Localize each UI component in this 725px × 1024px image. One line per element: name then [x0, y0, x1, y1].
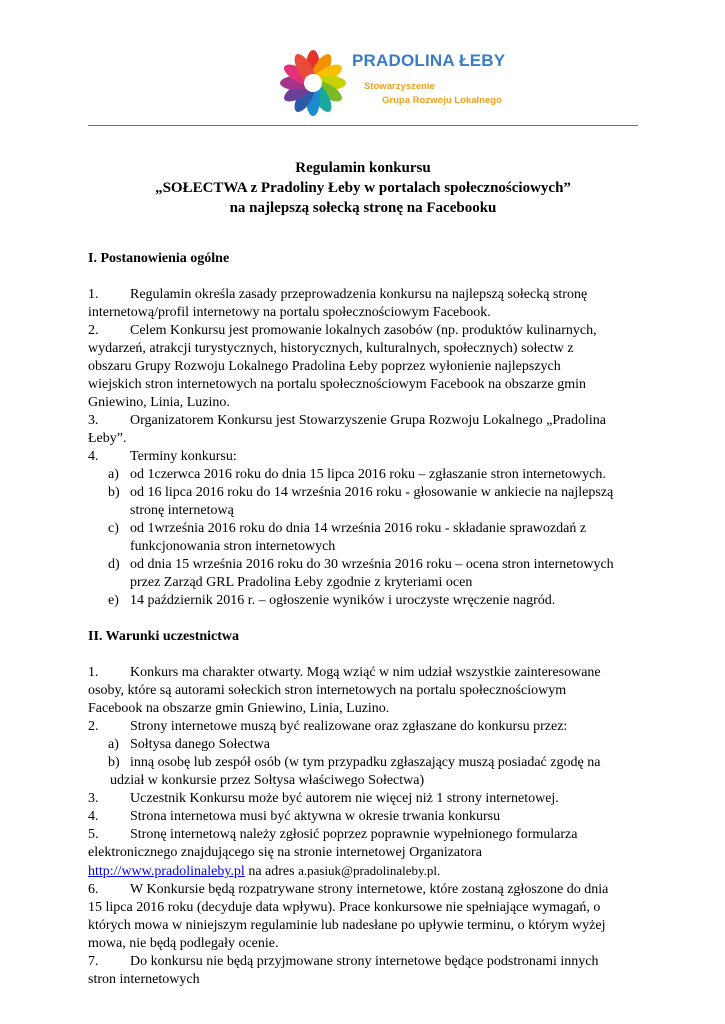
- flower-logo-icon: [276, 46, 350, 120]
- list-item: d) od dnia 15 września 2016 roku do 30 września 2016 roku – ocena stron internetowych przez Zarząd GRL Pradolina Łeby zgodnie z kryteriami ocen: [108, 557, 614, 590]
- document-title: [88, 158, 638, 218]
- paragraph-cont: 15 lipca 2016 roku (decyduje data wpływu). Prace konkursowe nie spełniające wymagań, o: [88, 900, 601, 915]
- paragraph: 2. Strony internetowe muszą być realizowane oraz zgłaszane do konkursu przez:: [88, 719, 568, 734]
- list-item: c) od 1września 2016 roku do dnia 14 września 2016 roku - składanie sprawozdań z funkcjonowania stron internetowych: [108, 521, 587, 554]
- title-line-3: na najlepszą sołecką stronę na Facebooku: [229, 200, 497, 216]
- paragraph-cont: http://www.pradolinaleby.pl na adres a.pasiuk@pradolinaleby.pl.: [88, 863, 441, 879]
- paragraph-cont: wydarzeń, atrakcji turystycznych, historycznych, kulturalnych, społecznych) sołectw z: [88, 341, 574, 356]
- paragraph: 4. Strona internetowa musi być aktywna w okresie trwania konkursu: [88, 809, 501, 824]
- paragraph-cont: Gniewino, Linia, Luzino.: [88, 395, 230, 410]
- title-line-1: Regulamin konkursu: [295, 160, 431, 176]
- paragraph-cont: których mowa w niniejszym regulaminie lub nadesłane po upływie terminu, o którym wyżej: [88, 918, 606, 933]
- paragraph-cont: internetową/profil internetowy na portalu społecznościowym Facebook.: [88, 305, 491, 320]
- paragraph-cont: Łeby”.: [88, 431, 127, 446]
- paragraph: 3. Uczestnik Konkursu może być autorem nie więcej niż 1 strony internetowej.: [88, 791, 559, 806]
- paragraph-cont: stron internetowych: [88, 972, 200, 987]
- paragraph: 3. Organizatorem Konkursu jest Stowarzyszenie Grupa Rozwoju Lokalnego „Pradolina: [88, 413, 606, 428]
- list-item: b) od 16 lipca 2016 roku do 14 września 2016 roku - głosowanie w ankiecie na najlepszą stronę internetową: [108, 485, 614, 518]
- paragraph: 7. Do konkursu nie będą przyjmowane strony internetowe będące podstronami innych: [88, 954, 599, 969]
- list-item: e) 14 październik 2016 r. – ogłoszenie wyników i uroczyste wręczenie nagród.: [108, 593, 556, 608]
- list-item-cont: udział w konkursie przez Sołtysa właściwego Sołectwa): [110, 773, 425, 788]
- list-item: a) Sołtysa danego Sołectwa: [108, 737, 270, 752]
- logo-line1: Stowarzyszenie: [364, 81, 435, 92]
- paragraph-cont: Facebook na obszarze gmin Gniewino, Linia, Luzino.: [88, 701, 390, 716]
- contact-email: a.pasiuk@pradolinaleby.pl.: [298, 863, 441, 878]
- paragraph: 1. Konkurs ma charakter otwarty. Mogą wziąć w nim udział wszystkie zainteresowane: [88, 665, 601, 680]
- section-heading: II. Warunki uczestnictwa: [88, 629, 240, 644]
- paragraph-cont: wiejskich stron internetowych na portalu społecznościowym Facebook na obszarze gmin: [88, 377, 587, 392]
- logo-brand: PRADOLINA ŁEBY: [352, 51, 506, 70]
- title-line-2: „SOŁECTWA z Pradoliny Łeby w portalach społecznościowych”: [155, 180, 571, 196]
- organizer-website-link[interactable]: http://www.pradolinaleby.pl: [88, 864, 245, 879]
- logo: [276, 46, 506, 120]
- list-item: b) inną osobę lub zespół osób (w tym przypadku zgłaszający muszą posiadać zgodę na: [108, 755, 601, 770]
- paragraph: 2. Celem Konkursu jest promowanie lokalnych zasobów (np. produktów kulinarnych,: [88, 323, 597, 338]
- logo-line2: Grupa Rozwoju Lokalnego: [382, 95, 502, 106]
- header-divider: [88, 125, 638, 126]
- paragraph-cont: elektronicznego znajdującego się na stronie internetowej Organizatora: [88, 845, 482, 860]
- paragraph: 5. Stronę internetową należy zgłosić poprzez poprawnie wypełnionego formularza: [88, 827, 578, 842]
- paragraph-cont: mowa, nie będą podlegały ocenie.: [88, 936, 279, 951]
- paragraph: 6. W Konkursie będą rozpatrywane strony internetowe, które zostaną zgłoszone do dnia: [88, 882, 609, 897]
- document-body: [88, 250, 640, 989]
- section-heading: I. Postanowienia ogólne: [88, 251, 230, 266]
- paragraph: 1. Regulamin określa zasady przeprowadzenia konkursu na najlepszą sołecką stronę: [88, 287, 588, 302]
- paragraph-cont: osoby, które są autorami sołeckich stron internetowych na portalu społecznościowym: [88, 683, 567, 698]
- paragraph-cont: obszaru Grupy Rozwoju Lokalnego Pradolina Łeby poprzez wyłonienie najlepszych: [88, 359, 561, 374]
- paragraph: 4. Terminy konkursu:: [88, 449, 237, 464]
- list-item: a) od 1czerwca 2016 roku do dnia 15 lipca 2016 roku – zgłaszanie stron internetowych.: [108, 467, 606, 482]
